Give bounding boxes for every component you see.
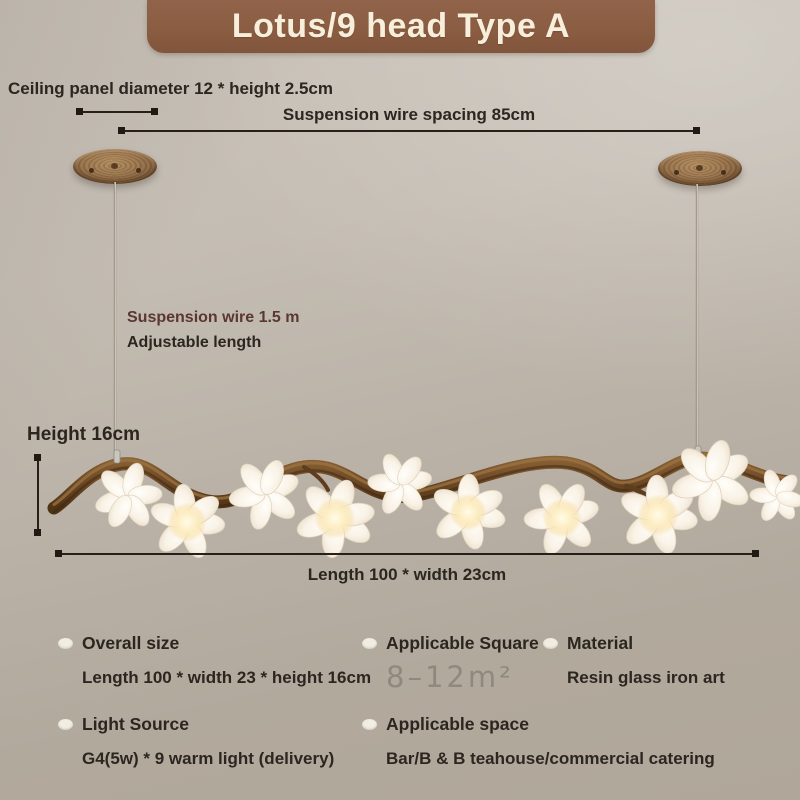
spec-label: Light Source (82, 714, 189, 734)
product-title-banner (147, 0, 655, 53)
wire-length-annotation-2: Adjustable length (127, 334, 262, 351)
dim-line-height (37, 456, 39, 534)
spec-value: Resin glass iron art (567, 668, 725, 687)
spec-light-source (58, 714, 334, 769)
wire-hole (696, 165, 703, 171)
screw-dot (674, 170, 679, 175)
spec-label: Applicable space (386, 714, 529, 734)
wire-connector-left (114, 450, 120, 463)
ceiling-panel-annotation: Ceiling panel diameter 12 * height 2.5cm (8, 79, 333, 98)
length-annotation: Length 100 * width 23cm (307, 565, 507, 584)
dim-line-length (57, 553, 757, 555)
dim-endpoint (693, 127, 700, 134)
suspension-wire-right (696, 184, 698, 458)
dim-endpoint (752, 550, 759, 557)
spec-value: 8–12m² (386, 660, 514, 694)
wire-hole (111, 163, 118, 169)
spec-label: Material (567, 633, 634, 653)
spec-applicable-square (362, 633, 539, 694)
spec-value: Length 100 * width 23 * height 16cm (82, 668, 372, 687)
flower-lights (84, 430, 800, 570)
screw-dot (89, 168, 94, 173)
spec-overall-size (58, 633, 371, 688)
spec-value: Bar/B & B teahouse/commercial catering (386, 749, 715, 768)
chandelier-illustration (40, 430, 800, 570)
bullet-icon (543, 638, 558, 649)
suspension-wire-left (114, 182, 116, 463)
dim-endpoint (55, 550, 62, 557)
bullet-icon (362, 719, 377, 730)
bullet-icon (362, 638, 377, 649)
ceiling-mount-right (658, 151, 742, 186)
dim-endpoint (76, 108, 83, 115)
screw-dot (136, 168, 141, 173)
dim-line-wire-spacing (120, 130, 698, 132)
screw-dot (721, 170, 726, 175)
ceiling-mount-left (73, 149, 157, 184)
spec-applicable-space (362, 714, 715, 769)
bullet-icon (58, 719, 73, 730)
flower-glow (542, 498, 582, 538)
wire-length-annotation-1: Suspension wire 1.5 m (127, 309, 300, 326)
wire-spacing-annotation: Suspension wire spacing 85cm (282, 105, 536, 124)
bullet-icon (58, 638, 73, 649)
flower-glow (449, 493, 487, 531)
flower-glow (314, 497, 356, 539)
flower-glow (637, 494, 679, 536)
product-title: Lotus/9 head Type A (231, 7, 571, 45)
spec-label: Applicable Square (386, 633, 539, 653)
height-annotation: Height 16cm (27, 424, 140, 445)
spec-label: Overall size (82, 633, 180, 653)
flower-glow (167, 502, 207, 542)
spec-material (543, 633, 725, 688)
spec-value: G4(5w) * 9 warm light (delivery) (82, 749, 335, 768)
dim-endpoint (118, 127, 125, 134)
